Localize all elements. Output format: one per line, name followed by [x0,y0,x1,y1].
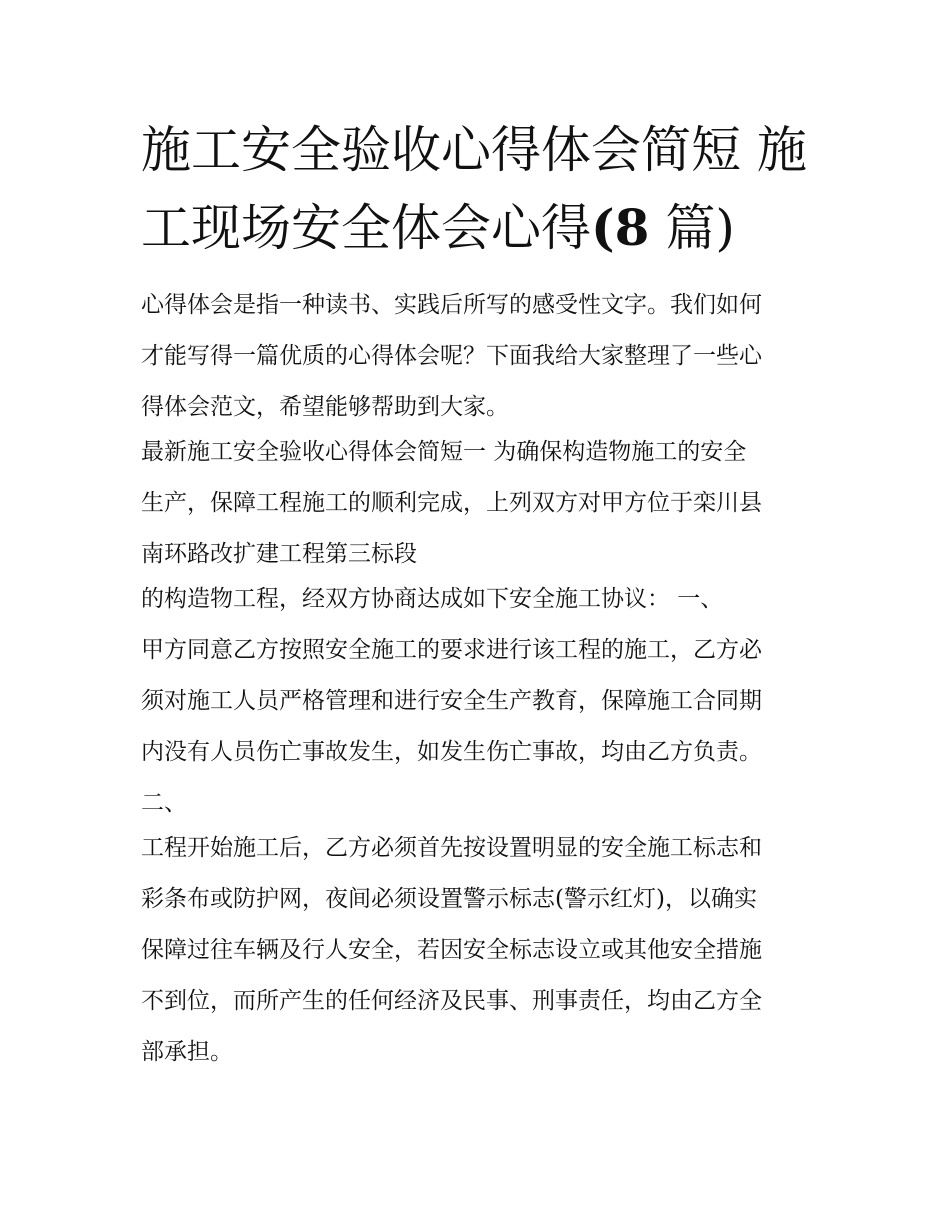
document-body [141,280,821,1078]
text-line: 二、 [141,790,187,816]
title-line-1: 施工安全验收心得体会简短 施 [141,121,807,179]
title-line-2-suffix: 篇) [649,199,735,257]
text-line: 须对施工人员严格管理和进行安全生产教育，保障施工合同期 [141,688,762,714]
text-line: 南环路改扩建工程第三标段 [141,541,417,567]
document-title [141,112,821,267]
title-line-2-bold: (8 [591,198,650,257]
title-line-2 [141,189,821,267]
text-line: 工程开始施工后，乙方必须首先按设置明显的安全施工标志和 [141,835,762,861]
text-line: 生产，保障工程施工的顺利完成，上列双方对甲方位于栾川县 [141,490,762,516]
text-line: 内没有人员伤亡事故发生，如发生伤亡事故，均由乙方负责。 [141,739,762,765]
text-line: 甲方同意乙方按照安全施工的要求进行该工程的施工，乙方必 [141,637,762,663]
text-line: 心得体会是指一种读书、实践后所写的感受性文字。我们如何 [141,292,762,318]
text-line: 最新施工安全验收心得体会简短一 为确保构造物施工的安全 [141,439,747,465]
text-line: 部承担。 [141,1039,233,1065]
text-line: 得体会范文，希望能够帮助到大家。 [141,394,509,420]
text-line: 保障过往车辆及行人安全，若因安全标志设立或其他安全措施 [141,937,762,963]
title-line-2-prefix: 工现场安全体会心得 [141,199,591,257]
text-line: 的构造物工程，经双方协商达成如下安全施工协议： 一、 [141,586,724,612]
text-line: 才能写得一篇优质的心得体会呢？下面我给大家整理了一些心 [141,343,762,369]
text-line: 彩条布或防护网，夜间必须设置警示标志(警示红灯)，以确实 [141,886,757,912]
text-line: 不到位，而所产生的任何经济及民事、刑事责任，均由乙方全 [141,988,762,1014]
